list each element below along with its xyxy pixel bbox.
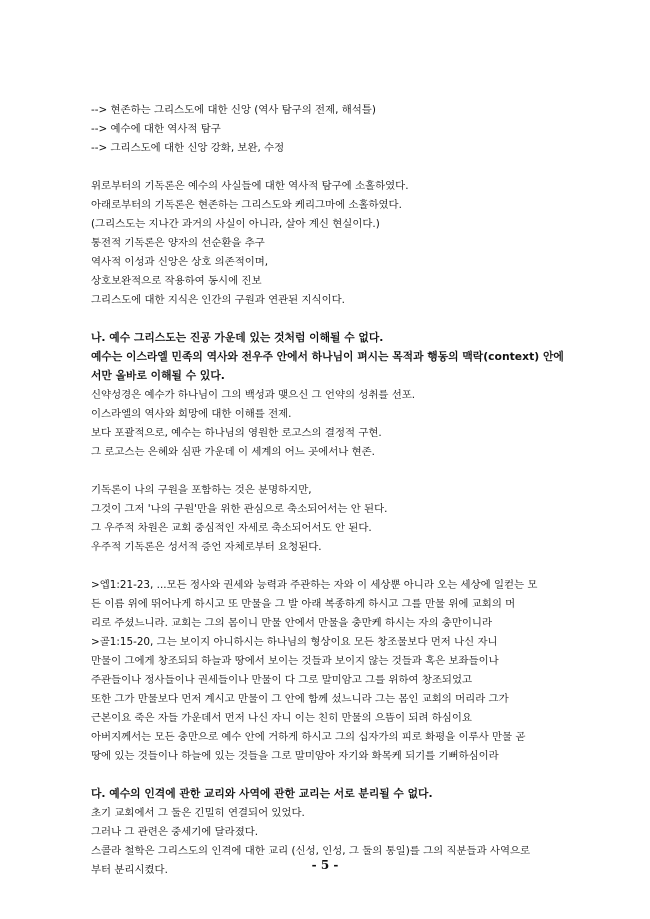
text-line: 초기 교회에서 그 둘은 긴밀히 연결되어 있었다. (91, 807, 305, 819)
text-line: 통전적 기독론은 양자의 선순환을 추구 (91, 237, 265, 249)
text-line: 아래로부터의 기독론은 현존하는 그리스도와 케리그마에 소홀하였다. (91, 199, 402, 211)
text-line: 그러나 그 관련은 중세기에 달라졌다. (91, 826, 259, 838)
text-line: >엡1:21-23, ...모든 정사와 권세와 능력과 주관하는 자와 이 세상뿐 아니라 오는 세상에 일컫는 모 (91, 579, 538, 591)
text-line: 그것이 그저 '나의 구원'만을 위한 관심으로 축소되어서는 안 된다. (91, 503, 388, 515)
text-line: 우주적 기독론은 성서적 증언 자체로부터 요청된다. (91, 541, 322, 553)
text-line: 만물이 그에게 창조되되 하늘과 땅에서 보이는 것들과 보이지 않는 것들과 혹은 보좌들이나 (91, 655, 499, 667)
text-line: --> 현존하는 그리스도에 대한 신앙 (역사 탐구의 전제, 해석틀) (91, 104, 376, 116)
text-line: 스콜라 철학은 그리스도의 인격에 대한 교리 (신성, 인성, 그 둘의 통일)를 그의 직분들과 사역으로 (91, 845, 531, 857)
text-line: 든 이름 위에 뛰어나게 하시고 또 만물을 그 발 아래 복종하게 하시고 그를 만물 위에 교회의 머 (91, 598, 516, 610)
text-line: 그 로고스는 은혜와 심판 가운데 이 세계의 어느 곳에서나 현존. (91, 446, 375, 458)
text-line: >골1:15-20, 그는 보이지 아니하시는 하나님의 형상이요 모든 창조물보다 먼저 나신 자니 (91, 636, 498, 648)
text-line: 이스라엘의 역사와 희망에 대한 이해를 전제. (91, 408, 292, 420)
text-line: 근본이요 죽은 자들 가운데서 먼저 나신 자니 이는 친히 만물의 으뜸이 되려 하심이요 (91, 712, 472, 724)
text-line: --> 그리스도에 대한 신앙 강화, 보완, 수정 (91, 142, 285, 154)
text-line: 부터 분리시켰다. (91, 864, 168, 876)
text-line: --> 예수에 대한 역사적 탐구 (91, 123, 221, 135)
text-line: 보다 포괄적으로, 예수는 하나님의 영원한 로고스의 결정적 구현. (91, 427, 382, 439)
text-line: 상호보완적으로 작용하여 동시에 진보 (91, 275, 262, 287)
text-line: 기독론이 나의 구원을 포함하는 것은 분명하지만, (91, 484, 312, 496)
heading-line: 나. 예수 그리스도는 진공 가운데 있는 것처럼 이해될 수 없다. (91, 331, 384, 344)
text-line: 그리스도에 대한 지식은 인간의 구원과 연관된 지식이다. (91, 294, 345, 306)
text-line: 주관들이나 정사들이나 권세들이나 만물이 다 그로 말미암고 그를 위하여 창조되었고 (91, 674, 473, 686)
text-line: 위로부터의 기독론은 예수의 사실들에 대한 역사적 탐구에 소홀하였다. (91, 180, 409, 192)
page-number: - 5 - (311, 858, 339, 872)
text-line: 또한 그가 만물보다 먼저 계시고 만물이 그 안에 함께 섰느니라 그는 몸인 교회의 머리라 그가 (91, 693, 509, 705)
text-line: (그리스도는 지나간 과거의 사실이 아니라, 살아 계신 현실이다.) (91, 218, 380, 230)
text-line: 신약성경은 예수가 하나님이 그의 백성과 맺으신 그 언약의 성취를 선포. (91, 389, 416, 401)
text-line: 땅에 있는 것들이나 하늘에 있는 것들을 그로 말미암아 자기와 화목케 되기를 기뻐하심이라 (91, 750, 499, 762)
heading-line: 다. 예수의 인격에 관한 교리와 사역에 관한 교리는 서로 분리될 수 없다. (91, 787, 433, 800)
text-line: 그 우주적 차원은 교회 중심적인 자세로 축소되어서도 안 된다. (91, 522, 372, 534)
text-line: 리로 주셨느니라. 교회는 그의 몸이니 만물 안에서 만물을 충만케 하시는 자의 충만이니라 (91, 617, 492, 629)
text-line: 역사적 이성과 신앙은 상호 의존적이며, (91, 256, 269, 268)
heading-line: 서만 올바로 이해될 수 있다. (91, 369, 225, 382)
heading-line: 예수는 이스라엘 민족의 역사와 전우주 안에서 하나님이 펴시는 목적과 행동의 맥락(context) 안에 (91, 350, 564, 363)
text-line: 아버지께서는 모든 충만으로 예수 안에 거하게 하시고 그의 십자가의 피로 화평을 이루사 만물 곧 (91, 731, 526, 743)
